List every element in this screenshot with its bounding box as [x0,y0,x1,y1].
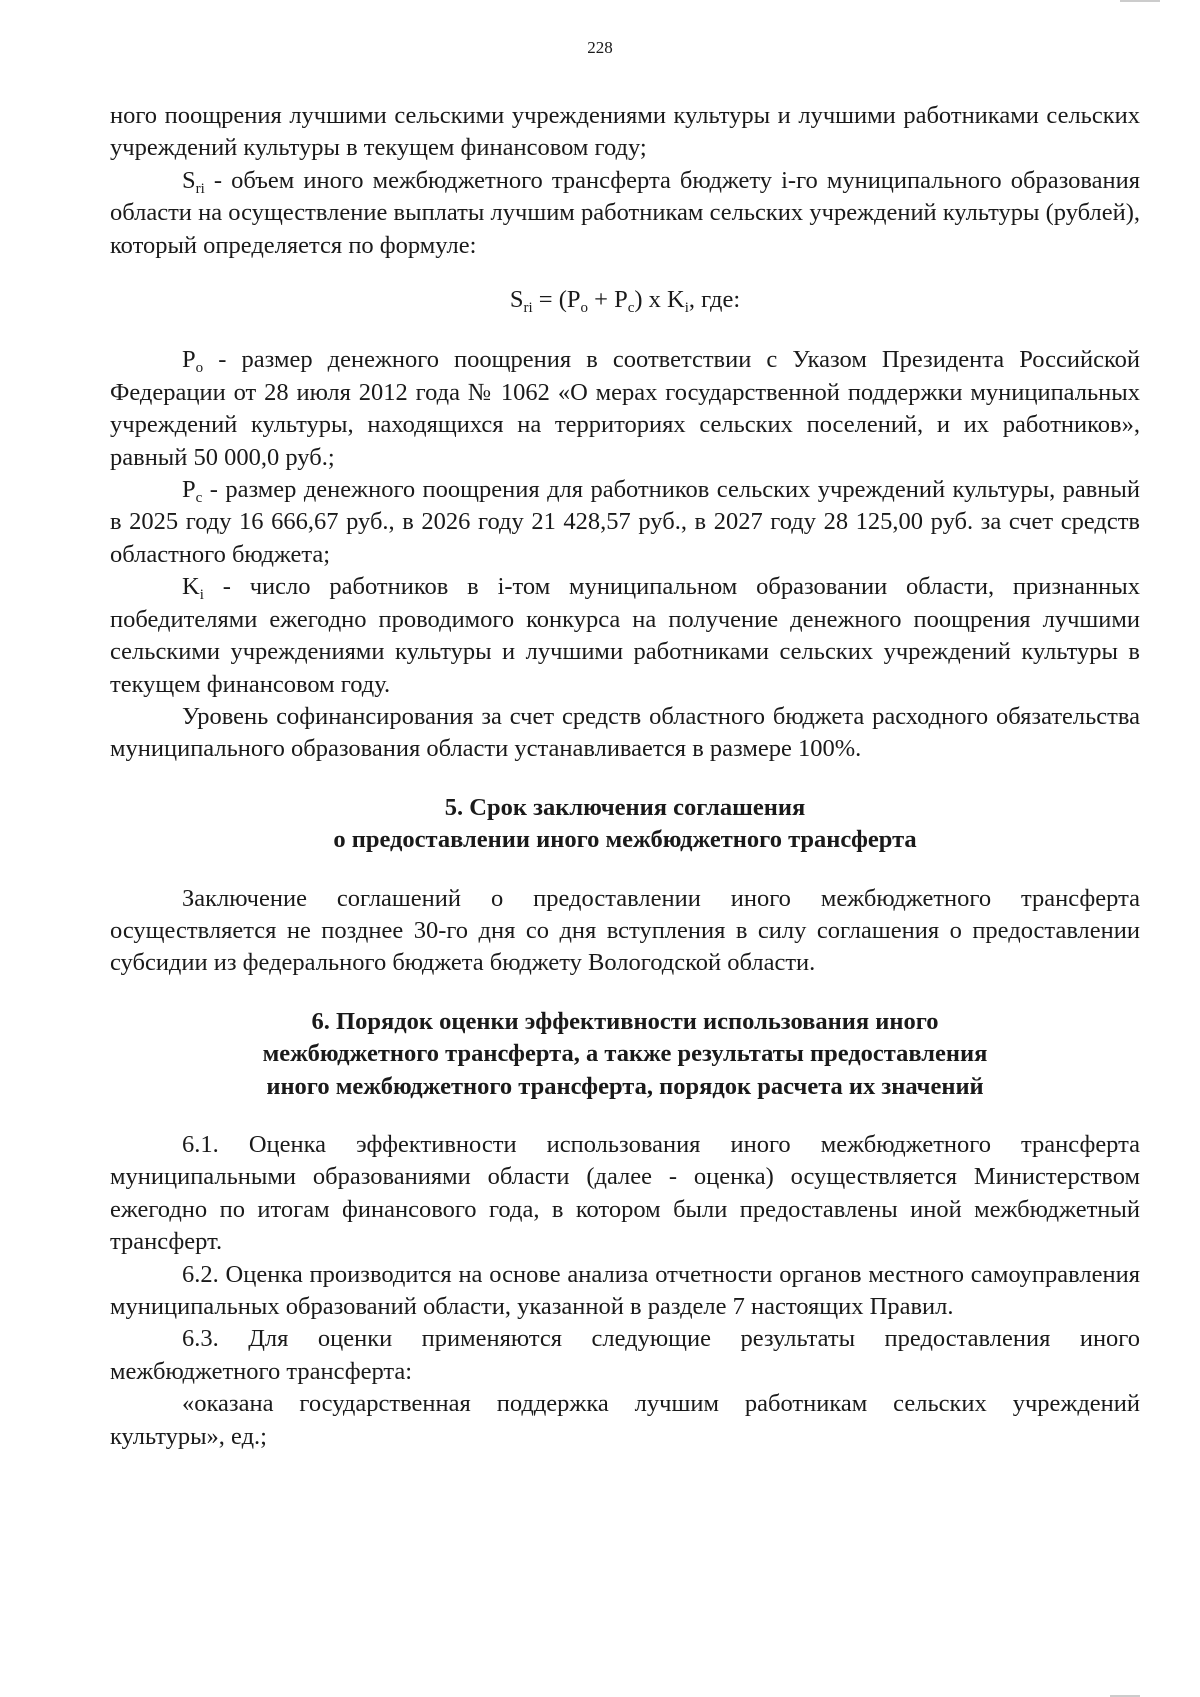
formula-k-sub: i [684,300,689,317]
formula-po-sub: o [580,300,589,317]
paragraph-sri [110,165,1140,262]
formula-plus: + P [588,286,628,314]
paragraph: ного поощрения лучшими сельскими учреждениями культуры и лучшими работниками сельских учреждений культуры в текущем финансовом году; [110,102,1140,162]
paragraph-text: - число работников в i-том муниципальном образовании области, признанных победителями ежегодно проводимого конкурса на получение денежного поощрения лучшими сельскими учреждениями культуры и лучшими работниками сельских учреждений культуры в текущем финансовом году. [110,573,1140,698]
section-6-heading [110,1006,1140,1103]
symbol: K [182,573,200,601]
paragraph-6-1: 6.1. Оценка эффективности использования иного межбюджетного трансферта муниципальными образованиями области (далее - оценка) осуществляется Министерством ежегодно по итогам финансового года, в котором были предоставлены иной межбюджетный трансферт. [110,1130,1140,1256]
symbol-subscript: c [195,490,203,507]
paragraph-po [110,344,1140,474]
paragraph-text: - размер денежного поощрения для работников сельских учреждений культуры, равный в 2025 году 16 666,67 руб., в 2026 году 21 428,57 руб., в 2027 году 28 125,00 руб. за счет средств областного бюджета; [110,476,1140,568]
section-5-heading [110,792,1140,857]
symbol-subscript: ri [195,180,205,197]
paragraph-pc [110,474,1140,571]
document-body [110,100,1140,1453]
page-number: 228 [587,38,613,57]
heading-line: 5. Срок заключения соглашения [444,793,806,821]
paragraph-result-indicator: «оказана государственная поддержка лучшим работникам сельских учреждений культуры», ед.; [110,1390,1140,1450]
formula-eq: = (P [532,286,581,314]
paragraph-ki [110,571,1140,701]
formula [110,284,1140,316]
paragraph-section-5: Заключение соглашений о предоставлении иного межбюджетного трансферта осуществляется не позднее 30-го дня со дня вступления в силу соглашения о предоставлении субсидии из федерального бюджета бюджету Вологодской области. [110,884,1140,977]
paragraph-text: - размер денежного поощрения в соответствии с Указом Президента Российской Федерации от 28 июля 2012 года № 1062 «О мерах государственной поддержки муниципальных учреждений культуры, находящихся на территориях сельских поселений, и их работников», равный 50 000,0 руб.; [110,346,1140,471]
heading-line: о предоставлении иного межбюджетного трансферта [333,826,917,854]
paragraph-6-2: 6.2. Оценка производится на основе анализа отчетности органов местного самоуправления муниципальных образований области, указанной в разделе 7 настоящих Правил. [110,1260,1140,1320]
symbol: P [182,346,196,374]
symbol: S [182,166,196,194]
symbol-subscript: o [195,360,204,377]
paragraph-6-3: 6.3. Для оценки применяются следующие результаты предоставления иного межбюджетного трансферта: [110,1325,1140,1385]
heading-line: иного межбюджетного трансферта, порядок расчета их значений [266,1072,984,1100]
scan-mark [1110,1691,1140,1697]
heading-line: 6. Порядок оценки эффективности использования иного [311,1007,939,1035]
scan-mark [1120,0,1160,6]
formula-tail: , где: [688,286,741,314]
formula-s: S [509,286,524,314]
formula-mult: ) x K [634,286,685,314]
paragraph-cofinancing: Уровень софинансирования за счет средств областного бюджета расходного обязательства муниципального образования области устанавливается в размере 100%. [110,702,1140,763]
paragraph-text: - объем иного межбюджетного трансферта бюджету i-го муниципального образования области на осуществление выплаты лучшим работникам сельских учреждений культуры (рублей), который определяется по формуле: [110,166,1140,259]
symbol: P [182,476,196,504]
symbol-subscript: i [199,587,204,604]
formula-pc-sub: c [627,300,635,317]
formula-s-sub: ri [523,300,533,317]
heading-line: межбюджетного трансферта, а также результаты предоставления [262,1040,988,1068]
